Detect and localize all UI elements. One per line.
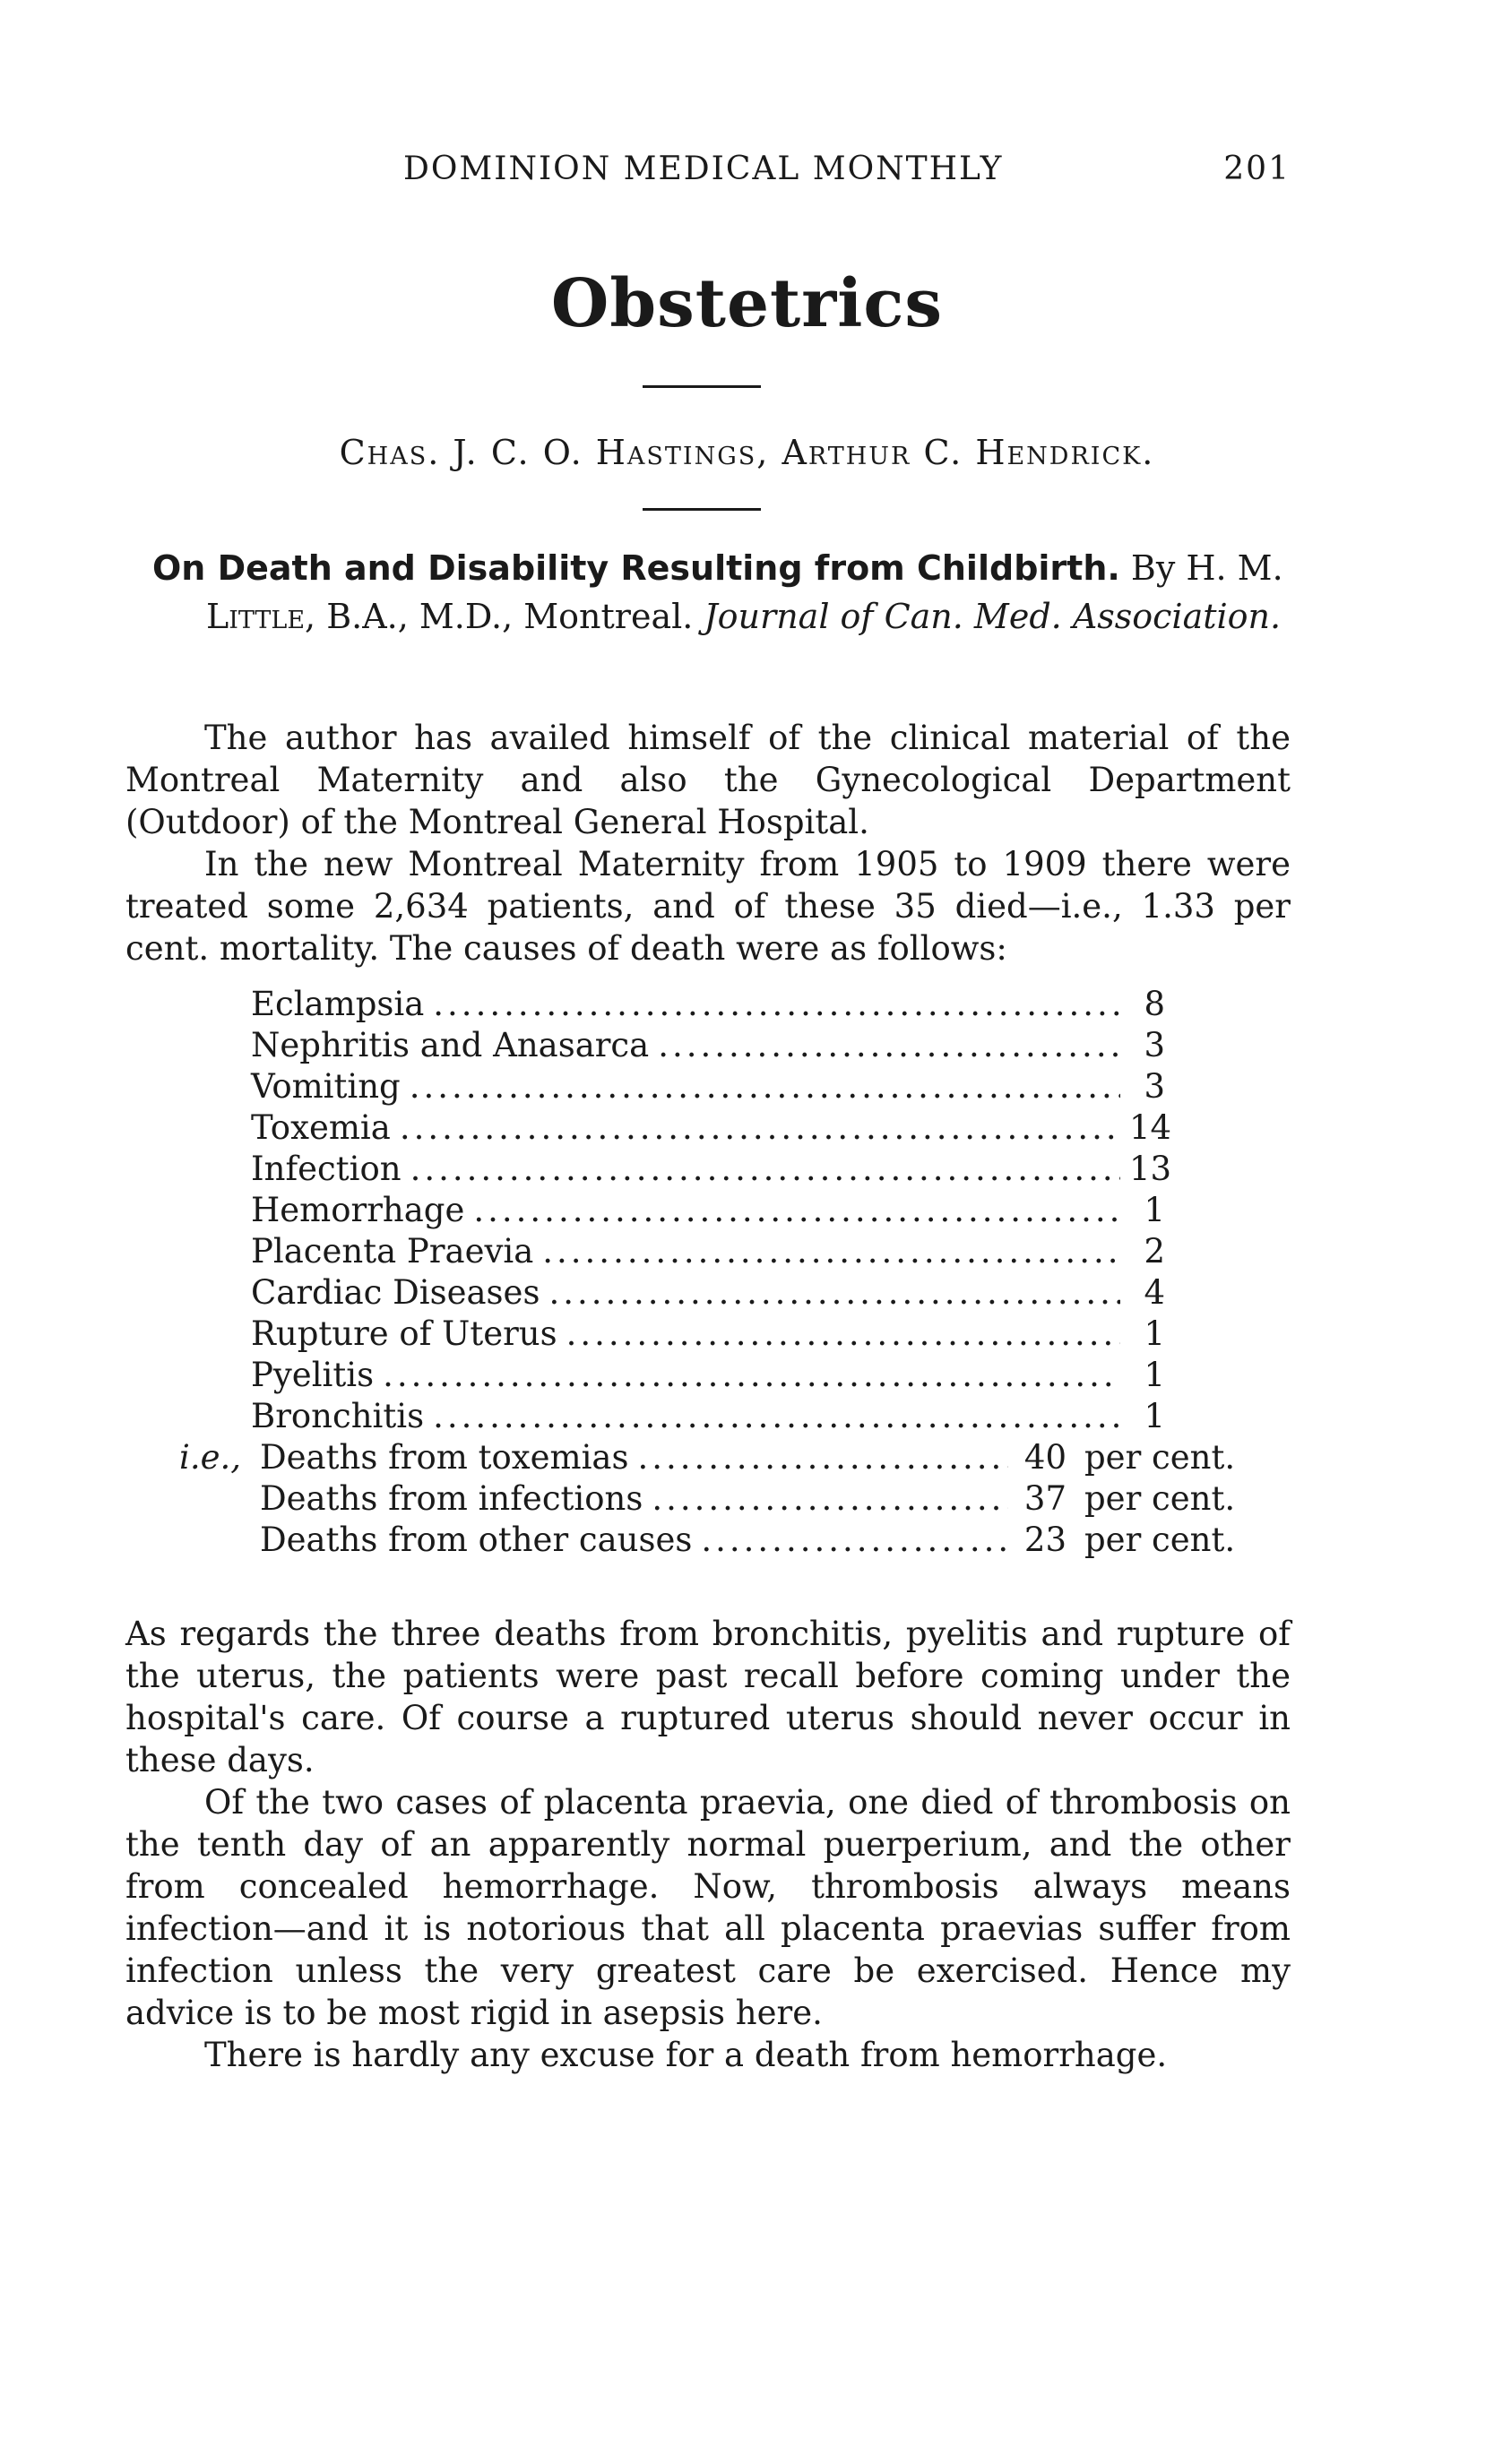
article-citation xyxy=(152,592,1291,641)
cause-count: 1 xyxy=(1144,1397,1165,1435)
cause-name: Bronchitis xyxy=(251,1397,425,1435)
paragraph: The author has availed himself of the clinical material of the Montreal Maternity and also the Gynecological Department (Outdoor) of the Montreal General Hospital. xyxy=(125,719,1291,841)
cause-count: 3 xyxy=(1144,1026,1165,1064)
article-place: Montreal. xyxy=(523,597,694,636)
table-row xyxy=(251,1355,1165,1396)
dot-leader xyxy=(637,1437,1007,1478)
summary-unit: per cent. xyxy=(1084,1479,1236,1518)
table-row xyxy=(251,1231,1165,1272)
dot-leader xyxy=(548,1272,1120,1314)
summary-label: Deaths from toxemias xyxy=(260,1438,629,1477)
paragraph: In the new Montreal Maternity from 1905 to 1909 there were treated some 2,634 patients, and of these 35 died—i.e., 1.33 per cent. mortality. The causes of death were as follows: xyxy=(125,845,1291,968)
article-header xyxy=(152,544,1291,641)
section-title: Obstetrics xyxy=(550,265,944,342)
table-row xyxy=(251,1107,1172,1149)
cause-name: Toxemia xyxy=(251,1108,391,1147)
dot-leader xyxy=(473,1190,1120,1231)
table-row xyxy=(251,1190,1165,1231)
table-row xyxy=(251,1149,1172,1190)
section-editors: Chas. J. C. O. Hastings, Arthur C. Hendrick. xyxy=(339,433,1155,472)
cause-name: Nephritis and Anasarca xyxy=(251,1026,650,1064)
body-text-intro xyxy=(125,717,1291,969)
article-journal: Journal of Can. Med. Association. xyxy=(704,597,1282,636)
summary-label: Deaths from infections xyxy=(260,1479,643,1518)
paragraph: Of the two cases of placenta praevia, one died of thrombosis on the tenth day of an apparently normal puerperium, and the other from concealed hemorrhage. Now, thrombosis always means infection—and it is notorious that all placenta praevias suffer from infection unless the very greatest care be exercised. Hence my advice is to be most rigid in asepsis here. xyxy=(125,1783,1291,2032)
dot-leader xyxy=(658,1025,1120,1066)
body-text-discussion xyxy=(125,1613,1291,2076)
article-author: Little, B.A., M.D., xyxy=(206,597,514,636)
dot-leader xyxy=(652,1478,1008,1520)
cause-count: 1 xyxy=(1144,1191,1165,1229)
paragraph: There is hardly any excuse for a death from hemorrhage. xyxy=(204,2036,1168,2074)
summary-row xyxy=(179,1437,1236,1478)
summary-unit: per cent. xyxy=(1084,1438,1236,1477)
summary-row xyxy=(179,1478,1236,1520)
cause-name: Cardiac Diseases xyxy=(251,1273,540,1312)
table-row xyxy=(251,1025,1165,1066)
summary-value: 37 xyxy=(1023,1479,1067,1518)
dot-leader xyxy=(701,1520,1008,1561)
table-row xyxy=(251,1396,1165,1437)
page-number: 201 xyxy=(1223,151,1291,187)
divider-rule-bottom xyxy=(643,508,761,511)
cause-count: 1 xyxy=(1144,1314,1165,1353)
mortality-summary xyxy=(179,1437,1236,1561)
dot-leader xyxy=(433,984,1120,1025)
dot-leader xyxy=(400,1107,1120,1149)
cause-name: Vomiting xyxy=(251,1067,401,1106)
summary-value: 23 xyxy=(1023,1521,1067,1559)
cause-count: 14 xyxy=(1129,1108,1172,1147)
article-byline: By H. M. xyxy=(1130,548,1283,588)
cause-name: Infection xyxy=(251,1150,402,1188)
cause-count: 1 xyxy=(1144,1356,1165,1394)
cause-name: Hemorrhage xyxy=(251,1191,465,1229)
table-row xyxy=(251,1314,1165,1355)
dot-leader xyxy=(410,1066,1120,1107)
table-row xyxy=(251,1272,1165,1314)
cause-count: 8 xyxy=(1144,985,1165,1023)
summary-prefix: i.e., xyxy=(179,1438,242,1477)
dot-leader xyxy=(410,1149,1120,1190)
dot-leader xyxy=(566,1314,1120,1355)
dot-leader xyxy=(383,1355,1120,1396)
summary-label: Deaths from other causes xyxy=(260,1521,693,1559)
dot-leader xyxy=(433,1396,1120,1437)
summary-unit: per cent. xyxy=(1084,1521,1236,1559)
cause-name: Rupture of Uterus xyxy=(251,1314,557,1353)
causes-of-death-table xyxy=(251,984,1172,1437)
cause-name: Pyelitis xyxy=(251,1356,375,1394)
cause-count: 2 xyxy=(1144,1232,1165,1271)
dot-leader xyxy=(542,1231,1120,1272)
summary-value: 40 xyxy=(1023,1438,1067,1477)
table-row xyxy=(251,984,1165,1025)
cause-name: Eclampsia xyxy=(251,985,425,1023)
article-title: On Death and Disability Resulting from Childbirth. xyxy=(152,548,1120,588)
cause-count: 3 xyxy=(1144,1067,1165,1106)
journal-running-title: DOMINION MEDICAL MONTHLY xyxy=(403,151,1004,187)
divider-rule-top xyxy=(643,385,761,388)
summary-row xyxy=(179,1520,1236,1561)
cause-count: 13 xyxy=(1129,1150,1172,1188)
cause-name: Placenta Praevia xyxy=(251,1232,534,1271)
cause-count: 4 xyxy=(1144,1273,1165,1312)
paragraph: As regards the three deaths from bronchitis, pyelitis and rupture of the uterus, the patients were past recall before coming under the hospital's care. Of course a ruptured uterus should never occur in these days. xyxy=(125,1615,1291,1779)
table-row xyxy=(251,1066,1165,1107)
